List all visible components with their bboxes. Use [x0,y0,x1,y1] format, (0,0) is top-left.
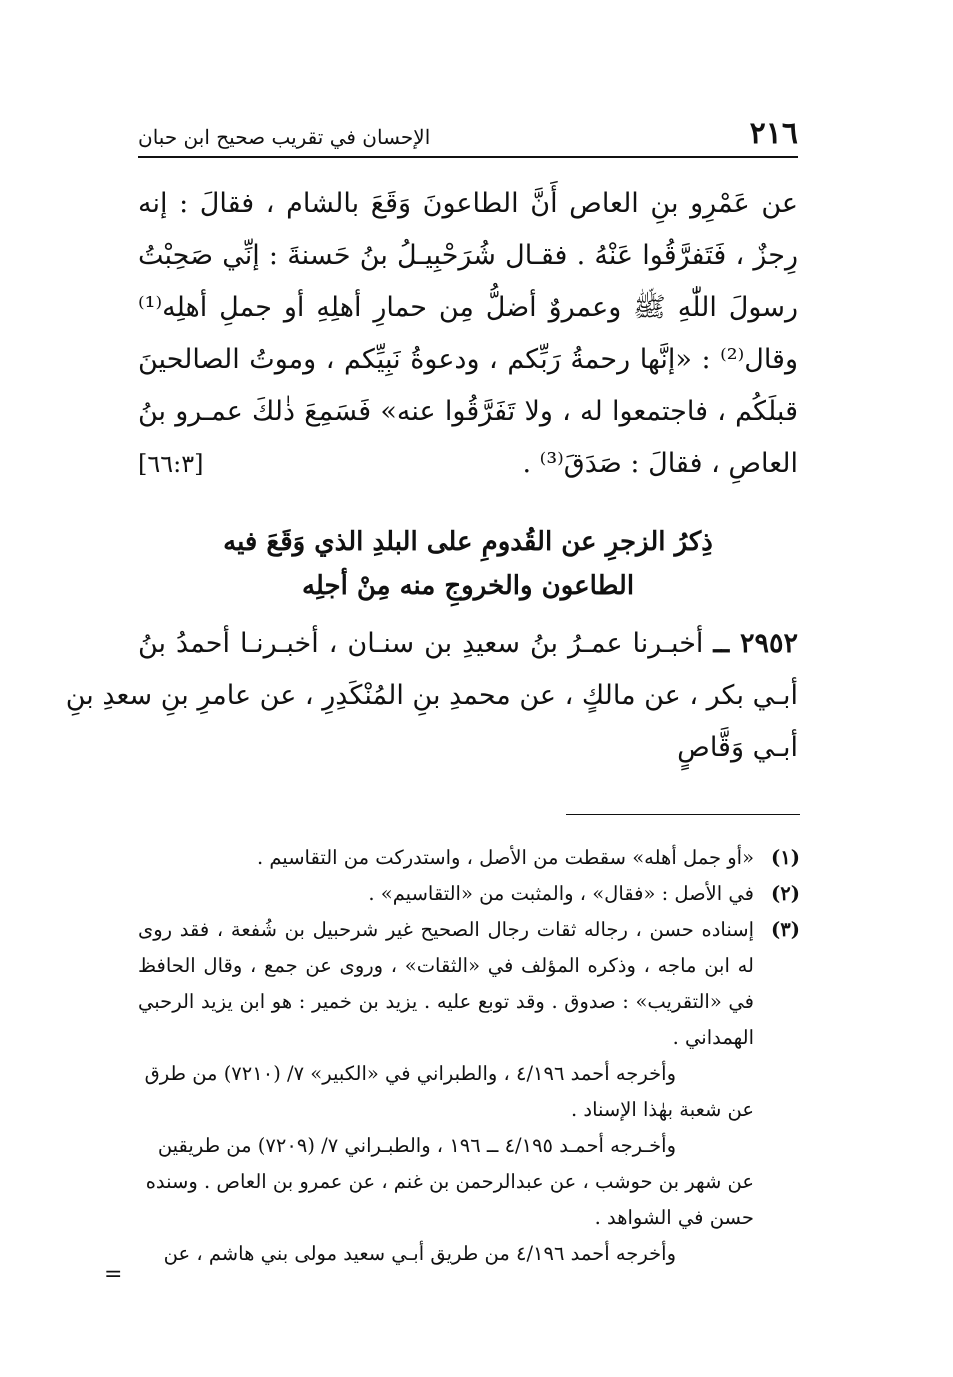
text-line: قبلَكُم ، فاجتمعوا له ، ولا تَفَرَّقُوا عنه» فَسَمِعَ ذٰلكَ عمـرو بنُ [138,396,798,427]
footnote-text: وأخـرجه أحمـد ٤/١٩٥ ــ ١٩٦ ، والطبـراني ٧/ (٧٢٠٩) من طريقين عن شهر بن حوشب ، عن عبدالرحمن بن غنم ، عن عمرو بن العاص . وسنده حسن في الشواهد . [145,1134,754,1229]
footnote-paragraph [138,1236,800,1272]
page-header [138,110,798,152]
text-line: أبـي بكر ، عن مالكٍ ، عن محمدِ بنِ المُنْكَدِرِ ، عن عامرِ بنِ سعدِ بنِ [65,680,798,711]
taqasim-reference: [٦٦:٣] [138,450,204,478]
text-line: أبـي وَقَّاصٍ [677,732,798,763]
continuation-mark: = [104,1262,123,1287]
heading-line: الطاعون والخروجِ منه مِنْ أجلِه [301,571,635,601]
footnote-1 [138,840,800,876]
hadith-number: ٢٩٥٢ ــ [713,628,798,659]
header-rule [138,156,798,158]
heading-line: ذِكرُ الزجرِ عن القُدومِ على البلدِ الذي وَقَعَ فيه [223,527,713,557]
footnote-label: (٢) [771,882,800,905]
section-heading [138,520,798,608]
hadith-2952 [65,618,798,774]
footnote-text: وأخرجه أحمد ٤/١٩٦ من طريق أبـي سعيد مولى بني هاشم ، عن [163,1242,676,1265]
text-line-last [138,438,798,490]
footnote-2 [138,876,800,912]
footnote-paragraph [138,1128,800,1236]
running-title: الإحسان في تقريب صحيح ابن حبان [138,125,431,149]
hadith-text-continued [138,178,798,490]
footnote-label: (١) [771,846,800,869]
footnote-3 [138,912,800,1056]
text-line: عن عَمْرِو بنِ العاص أَنَّ الطاعونَ وَقَعَ بالشام ، فقالَ : إنه [138,188,798,219]
footnote-text: «أو جمل أهله» سقطت من الأصل ، واستدركت من التقاسيم . [256,846,754,869]
text-line: رسولَ اللّٰهِ ﷺ وعمروٌ أضلُّ مِن حمارِ أهلِهِ أو جملِ أهلِه⁽¹⁾ [138,292,798,323]
footnote-rule [566,814,800,815]
hadith-line-text: أخبـرنا عمـرُ بنُ سعيدِ بن سنـان ، أخبـرنـا أحمدُ بنُ [138,628,704,659]
footnote-label: (٣) [771,918,800,941]
text-line: رِجزٌ ، فَتَفرَّقُوا عَنْهُ . فقـال شُرَحْبِيـلُ بنُ حَسنةَ : إنِّي صَحِبْتُ [138,240,798,271]
page-number: ٢١٦ [749,116,798,151]
text-line: العاصِ ، فقالَ : صَدَقَ⁽³⁾ . [522,448,798,479]
footnote-text: وأخرجه أحمد ٤/١٩٦ ، والطبراني في «الكبير» ٧/ (٧٢١٠) من طرق عن شعبة بهٰذا الإسناد . [144,1062,754,1121]
footnotes [138,840,800,1272]
footnote-text: في الأصل : «فقال» ، والمثبت من «التقاسيم» . [368,882,754,905]
text-line [138,618,798,670]
footnote-paragraph [138,1056,800,1128]
text-line: وقال⁽²⁾ : «إنَّها رحمةُ رَبِّكم ، ودعوةُ نَبِيِّكم ، وموتُ الصالحينَ [138,344,798,375]
footnote-text: إسناده حسن ، رجاله ثقات رجال الصحيح غير شرحبيل بن شُفعة ، فقد روى له ابن ماجه ، وذكره المؤلف في «الثقات» ، وروى عن جمع ، وقال الحافظ في «التقريب» : صدوق . وقد توبع عليه . يزيد بن خمير : هو ابن يزيد الرحبي الهمداني . [138,918,754,1049]
